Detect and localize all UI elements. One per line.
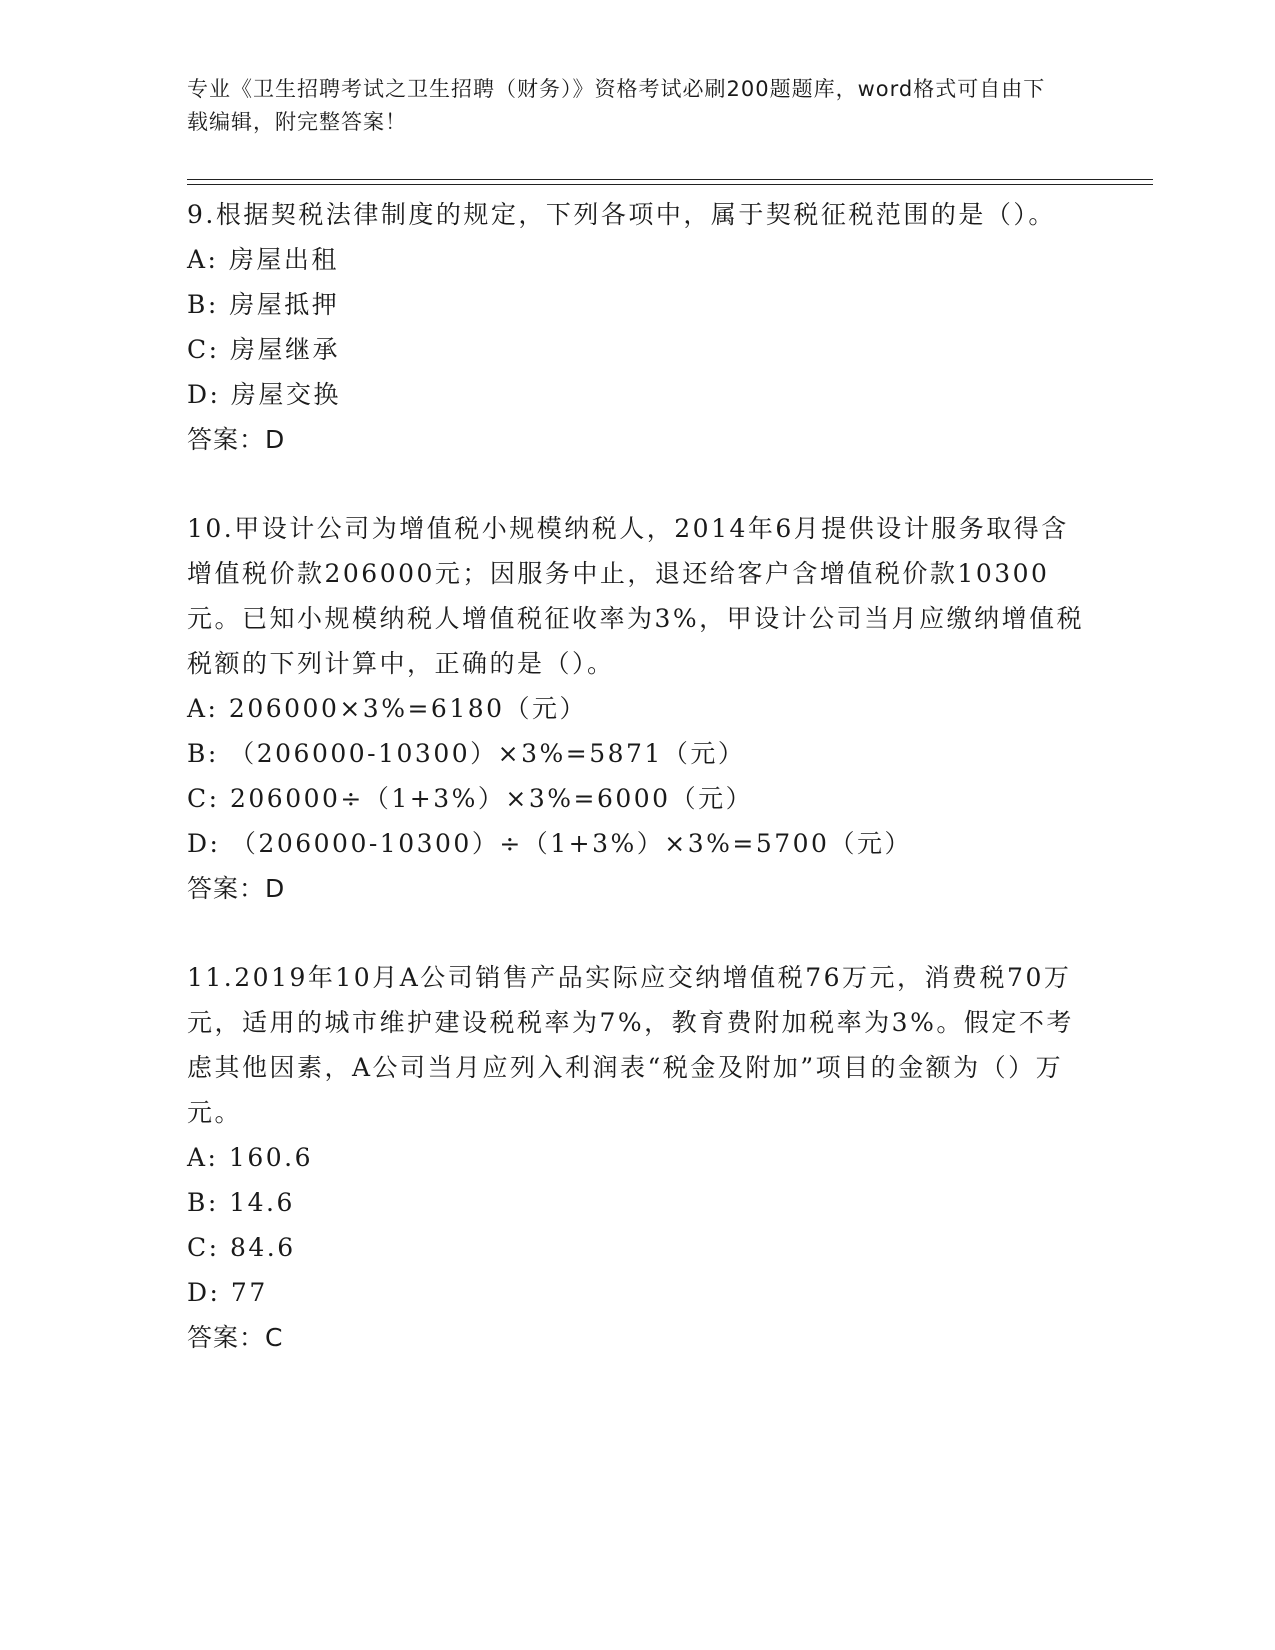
option-b: B: 房屋抵押 <box>187 290 340 319</box>
question-stem: 10.甲设计公司为增值税小规模纳税人，2014年6月提供设计服务取得含增值税价款206000元；因服务中止，退还给客户含增值税价款10300元。已知小规模纳税人增值税征收率为3%，甲设计公司当月应缴纳增值税税额的下列计算中，正确的是（）。 <box>187 514 1085 678</box>
option-b: B: （206000-10300）×3%=5871（元） <box>187 739 746 768</box>
question-stem: 11.2019年10月A公司销售产品实际应交纳增值税76万元，消费税70万元，适用的城市维护建设税税率为7%，教育费附加税率为3%。假定不考虑其他因素，A公司当月应列入利润表“税金及附加”项目的金额为（）万元。 <box>187 963 1074 1127</box>
answer-label: 答案：D <box>187 425 286 454</box>
option-d: D: 房屋交换 <box>187 380 341 409</box>
question-11 <box>187 955 1087 1360</box>
question-9 <box>187 192 1087 462</box>
option-a: A: 206000×3%=6180（元） <box>187 694 588 723</box>
question-stem: 9.根据契税法律制度的规定，下列各项中，属于契税征税范围的是（）。 <box>187 200 1056 229</box>
page-header-intro: 专业《卫生招聘考试之卫生招聘（财务）》资格考试必刷200题题库，word格式可自由下载编辑，附完整答案！ <box>187 77 1046 134</box>
option-a: A: 房屋出租 <box>187 245 339 274</box>
header-divider-double <box>187 184 1153 185</box>
option-d: D: 77 <box>187 1278 268 1307</box>
option-c: C: 房屋继承 <box>187 335 340 364</box>
answer-label: 答案：D <box>187 874 286 903</box>
question-10 <box>187 506 1087 911</box>
option-c: C: 84.6 <box>187 1233 296 1262</box>
option-d: D: （206000-10300）÷（1+3%）×3%=5700（元） <box>187 829 912 858</box>
question-list <box>187 192 1087 1404</box>
option-c: C: 206000÷（1+3%）×3%=6000（元） <box>187 784 754 813</box>
answer-label: 答案：C <box>187 1323 284 1352</box>
option-b: B: 14.6 <box>187 1188 295 1217</box>
header-divider <box>187 179 1153 180</box>
option-a: A: 160.6 <box>187 1143 313 1172</box>
